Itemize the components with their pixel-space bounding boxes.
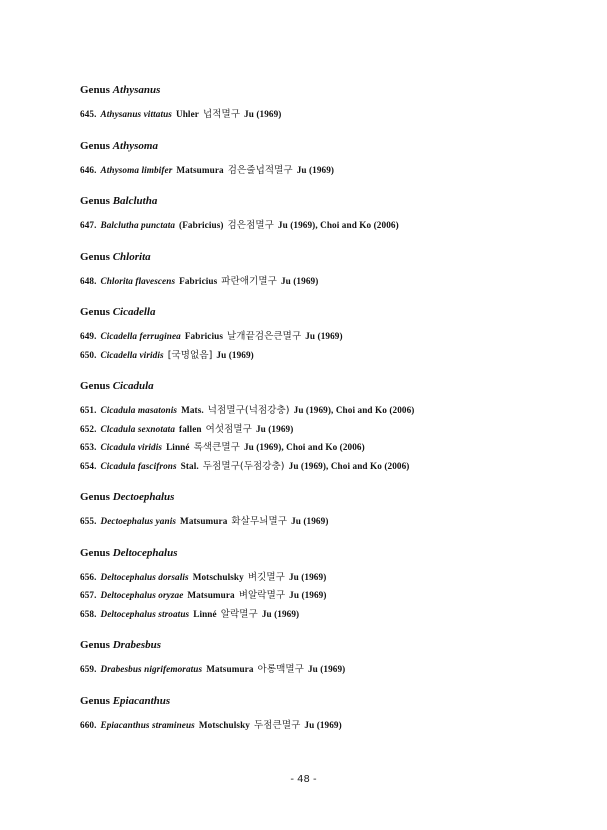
references: Ju (1969) — [305, 331, 343, 341]
korean-name: 여섯점멸구 — [205, 423, 252, 435]
references: Ju (1969), Choi and Ko (2006) — [243, 442, 365, 452]
entry-number: 647. — [80, 220, 97, 230]
genus-name: Cicadula — [112, 380, 154, 392]
author-name: Mats. — [181, 405, 204, 415]
entry-number: 656. — [80, 571, 97, 582]
species-entry — [80, 568, 580, 587]
entry-number: 645. — [80, 109, 97, 119]
author-name: Matsumura — [176, 164, 224, 175]
genus-prefix: Genus — [80, 694, 110, 707]
genus-prefix: Genus — [80, 491, 110, 503]
references: Ju (1969) — [291, 516, 329, 526]
scientific-name: Clcadula sexnotata — [100, 423, 176, 434]
entry-number: 648. — [80, 275, 97, 286]
entry-number: 652. — [80, 423, 97, 434]
entry-number: 646. — [80, 164, 97, 175]
species-entry — [80, 401, 580, 420]
korean-name: 알락멸구 — [220, 608, 258, 620]
species-entry — [80, 660, 580, 679]
references: Ju (1969) — [307, 664, 346, 674]
genus-name: Drabesbus — [112, 639, 162, 651]
genus-block — [80, 491, 580, 531]
author-name: Uhler — [175, 109, 199, 119]
korean-name: 넉점멸구(넉점강충) — [207, 405, 290, 416]
references: Ju (1969) — [216, 349, 254, 360]
genus-name: Dectoephalus — [112, 491, 175, 503]
entry-number: 649. — [80, 331, 97, 341]
korean-name: 아롱맥멸구 — [257, 664, 304, 675]
author-name: Linné — [166, 442, 190, 452]
document-body — [80, 84, 580, 750]
species-entry — [80, 716, 580, 735]
scientific-name: Dectoephalus yanis — [100, 516, 177, 526]
genus-name: Deltocephalus — [112, 546, 178, 559]
korean-name: 두점큰멸구 — [254, 719, 301, 731]
author-name: Matsumura — [187, 590, 235, 600]
scientific-name: Deltocephalus oryzae — [100, 590, 184, 600]
genus-heading — [80, 547, 580, 560]
genus-block — [80, 639, 580, 679]
author-name: Fabricius — [179, 275, 218, 286]
genus-name: Chlorita — [112, 250, 151, 263]
author-name: Matsumura — [180, 516, 228, 526]
korean-name: 록색큰멸구 — [193, 442, 240, 453]
species-entry — [80, 457, 580, 476]
scientific-name: Cicadella ferruginea — [100, 331, 181, 341]
korean-name: 검은점멸구 — [227, 220, 274, 231]
references: Ju (1969) — [280, 275, 319, 286]
korean-name: 검은줄넙적멸구 — [227, 164, 293, 176]
genus-name: Epiacanthus — [112, 694, 171, 707]
genus-heading — [80, 251, 580, 264]
page-number: - 48 - — [290, 774, 317, 785]
korean-name: 파란애기멸구 — [221, 275, 277, 287]
author-name: Matsumura — [206, 664, 254, 674]
references: Ju (1969), Choi and Ko (2006) — [277, 220, 399, 230]
genus-block — [80, 695, 580, 735]
genus-prefix: Genus — [80, 195, 110, 207]
entry-number: 651. — [80, 405, 97, 415]
korean-name: 화살무늬멸구 — [231, 516, 288, 527]
scientific-name: Chlorita flavescens — [100, 275, 176, 286]
entry-number: 658. — [80, 608, 97, 619]
species-entry — [80, 420, 580, 439]
author-name: Stal. — [180, 460, 199, 471]
references: Ju (1969), Choi and Ko (2006) — [288, 460, 410, 471]
scientific-name: Balclutha punctata — [100, 220, 176, 230]
genus-heading — [80, 140, 580, 153]
references: Ju (1969) — [296, 164, 335, 175]
species-entry — [80, 346, 580, 365]
author-name: Motschulsky — [192, 571, 244, 582]
genus-prefix: Genus — [80, 84, 110, 96]
genus-prefix: Genus — [80, 380, 110, 392]
korean-name: 벼알락멸구 — [238, 590, 286, 601]
references: Ju (1969) — [255, 423, 294, 434]
entry-number: 659. — [80, 664, 97, 674]
genus-name: Athysanus — [112, 84, 161, 96]
species-entry — [80, 438, 580, 457]
genus-block — [80, 84, 580, 124]
korean-name: 두점멸구(두점강충) — [202, 460, 285, 472]
korean-name: 벼깃멸구 — [247, 571, 285, 583]
author-name: Motschulsky — [198, 719, 250, 730]
genus-name: Cicadella — [112, 306, 156, 318]
author-name: fallen — [179, 423, 202, 434]
scientific-name: Athysanus vittatus — [100, 109, 172, 119]
species-entry — [80, 216, 580, 235]
genus-heading — [80, 639, 580, 652]
scientific-name: Athysoma limbifer — [100, 164, 173, 175]
references: Ju (1969) — [304, 719, 342, 730]
species-entry — [80, 512, 580, 531]
genus-prefix: Genus — [80, 306, 110, 318]
genus-heading — [80, 380, 580, 393]
entry-number: 650. — [80, 349, 97, 360]
genus-heading — [80, 491, 580, 504]
genus-block — [80, 251, 580, 291]
scientific-name: Deltocephalus stroatus — [100, 608, 190, 619]
genus-block — [80, 140, 580, 180]
genus-prefix: Genus — [80, 639, 110, 651]
scientific-name: Epiacanthus stramineus — [100, 719, 195, 730]
genus-prefix: Genus — [80, 546, 110, 559]
scientific-name: Cicadula masatonis — [100, 405, 178, 415]
species-entry — [80, 272, 580, 291]
author-name: Fabricius — [184, 331, 224, 341]
genus-prefix: Genus — [80, 250, 110, 263]
entry-number: 655. — [80, 516, 97, 526]
species-entry — [80, 605, 580, 624]
scientific-name: Deltocephalus dorsalis — [100, 571, 189, 582]
genus-block — [80, 547, 580, 624]
korean-name: 날개끝검은큰멸구 — [227, 331, 302, 342]
references: Ju (1969) — [244, 109, 282, 119]
entry-number: 660. — [80, 719, 97, 730]
author-name: (Fabricius) — [179, 220, 224, 230]
species-entry — [80, 161, 580, 180]
scientific-name: Drabesbus nigrifemoratus — [100, 664, 203, 674]
scientific-name: Cicadella viridis — [100, 349, 164, 360]
genus-prefix: Genus — [80, 139, 110, 152]
genus-heading — [80, 695, 580, 708]
species-entry — [80, 586, 580, 605]
references: Ju (1969) — [288, 571, 327, 582]
references: Ju (1969) — [261, 608, 300, 619]
entry-number: 657. — [80, 590, 97, 600]
entry-number: 653. — [80, 442, 97, 452]
scientific-name: Cicadula viridis — [100, 442, 163, 452]
genus-heading — [80, 195, 580, 208]
genus-heading — [80, 84, 580, 97]
genus-block — [80, 306, 580, 364]
genus-name: Athysoma — [112, 139, 158, 152]
genus-name: Balclutha — [112, 195, 158, 207]
korean-name: 넙적멸구 — [202, 109, 241, 120]
references: Ju (1969), Choi and Ko (2006) — [293, 405, 415, 415]
korean-name: [국명없음] — [167, 349, 213, 361]
species-entry — [80, 327, 580, 346]
genus-block — [80, 195, 580, 235]
author-name: Linné — [193, 608, 217, 619]
scientific-name: Cicadula fascifrons — [100, 460, 177, 471]
genus-heading — [80, 306, 580, 319]
entry-number: 654. — [80, 460, 97, 471]
species-entry — [80, 105, 580, 124]
genus-block — [80, 380, 580, 475]
references: Ju (1969) — [289, 590, 327, 600]
